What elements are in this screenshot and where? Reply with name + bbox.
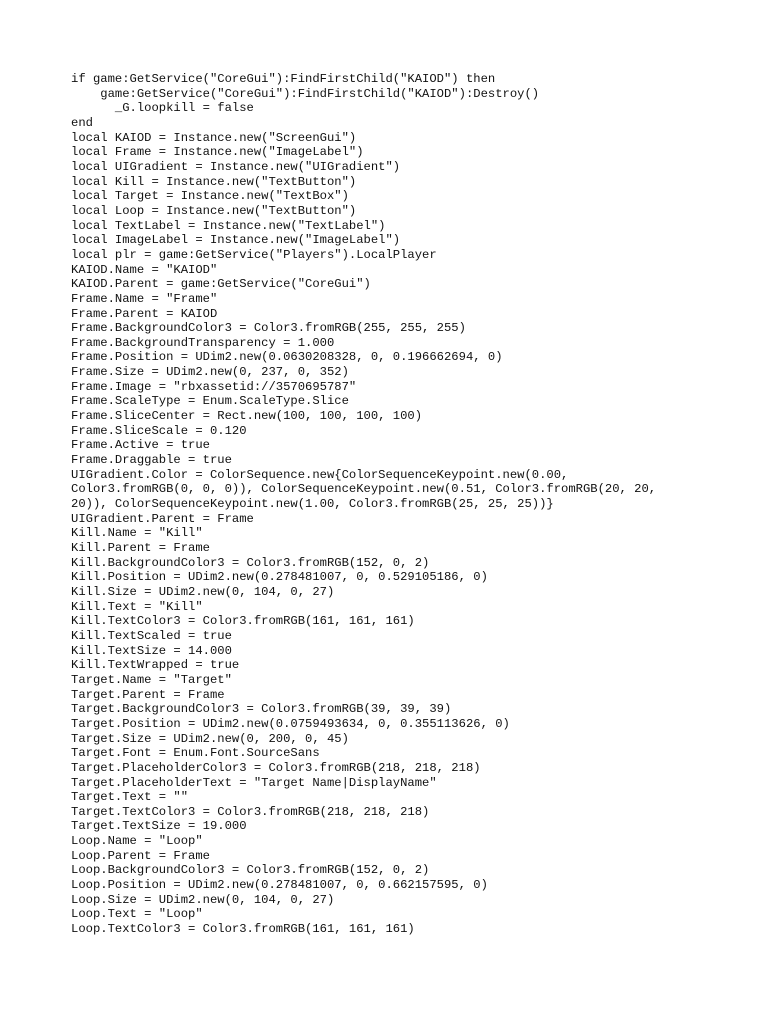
code-line: Target.Size = UDim2.new(0, 200, 0, 45) bbox=[71, 731, 349, 746]
code-line: local plr = game:GetService("Players").LocalPlayer bbox=[71, 247, 437, 262]
code-line: end bbox=[71, 115, 93, 130]
code-line: local Frame = Instance.new("ImageLabel") bbox=[71, 145, 364, 160]
code-line: Frame.ScaleType = Enum.ScaleType.Slice bbox=[71, 394, 349, 409]
code-line: Target.Position = UDim2.new(0.0759493634, 0, 0.355113626, 0) bbox=[71, 716, 510, 731]
code-line: local TextLabel = Instance.new("TextLabel") bbox=[71, 218, 386, 233]
code-line: Kill.TextScaled = true bbox=[71, 628, 232, 643]
code-line: Frame.Parent = KAIOD bbox=[71, 306, 218, 321]
code-line: KAIOD.Name = "KAIOD" bbox=[71, 262, 218, 277]
code-line: if game:GetService("CoreGui"):FindFirstChild("KAIOD") then bbox=[71, 72, 496, 86]
code-line: Target.Parent = Frame bbox=[71, 687, 225, 702]
code-line: Kill.Size = UDim2.new(0, 104, 0, 27) bbox=[71, 584, 335, 599]
code-line: Frame.Active = true bbox=[71, 438, 210, 453]
code-line: Loop.Text = "Loop" bbox=[71, 907, 203, 922]
code-line: Kill.TextSize = 14.000 bbox=[71, 643, 232, 658]
code-line: game:GetService("CoreGui"):FindFirstChild("KAIOD"):Destroy() bbox=[71, 86, 540, 101]
code-line: UIGradient.Color = ColorSequence.new{ColorSequenceKeypoint.new(0.00, bbox=[71, 467, 569, 482]
code-line: local Loop = Instance.new("TextButton") bbox=[71, 203, 357, 218]
code-line: Color3.fromRGB(0, 0, 0)), ColorSequenceKeypoint.new(0.51, Color3.fromRGB(20, 20, bbox=[71, 482, 657, 497]
code-line: local UIGradient = Instance.new("UIGradient") bbox=[71, 159, 401, 174]
code-line: Frame.Draggable = true bbox=[71, 453, 232, 468]
code-line: Loop.Name = "Loop" bbox=[71, 834, 203, 849]
code-line: Kill.BackgroundColor3 = Color3.fromRGB(152, 0, 2) bbox=[71, 555, 430, 570]
code-line: Kill.Text = "Kill" bbox=[71, 599, 203, 614]
code-line: _G.loopkill = false bbox=[71, 101, 254, 116]
code-line: local Kill = Instance.new("TextButton") bbox=[71, 174, 357, 189]
code-line: Target.PlaceholderColor3 = Color3.fromRGB(218, 218, 218) bbox=[71, 760, 481, 775]
code-block bbox=[71, 72, 656, 937]
code-line: Frame.Name = "Frame" bbox=[71, 291, 218, 306]
code-line: Kill.TextWrapped = true bbox=[71, 658, 240, 673]
code-line: Frame.SliceCenter = Rect.new(100, 100, 100, 100) bbox=[71, 409, 423, 424]
code-line: Target.Text = "" bbox=[71, 790, 189, 805]
code-line: Target.Font = Enum.Font.SourceSans bbox=[71, 746, 320, 761]
code-line: Frame.BackgroundColor3 = Color3.fromRGB(255, 255, 255) bbox=[71, 321, 466, 336]
code-line: Target.TextSize = 19.000 bbox=[71, 819, 247, 834]
code-line: 20)), ColorSequenceKeypoint.new(1.00, Color3.fromRGB(25, 25, 25))} bbox=[71, 497, 554, 512]
code-line: Loop.Position = UDim2.new(0.278481007, 0, 0.662157595, 0) bbox=[71, 878, 488, 893]
code-line: Frame.Image = "rbxassetid://3570695787" bbox=[71, 379, 357, 394]
code-line: Frame.SliceScale = 0.120 bbox=[71, 423, 247, 438]
code-line: UIGradient.Parent = Frame bbox=[71, 511, 254, 526]
code-line: KAIOD.Parent = game:GetService("CoreGui") bbox=[71, 277, 371, 292]
code-line: Target.Name = "Target" bbox=[71, 672, 232, 687]
code-line: Frame.Size = UDim2.new(0, 237, 0, 352) bbox=[71, 365, 349, 380]
code-line: Loop.Parent = Frame bbox=[71, 848, 210, 863]
code-line: Kill.Position = UDim2.new(0.278481007, 0, 0.529105186, 0) bbox=[71, 570, 488, 585]
code-line: local Target = Instance.new("TextBox") bbox=[71, 189, 349, 204]
code-line: Loop.TextColor3 = Color3.fromRGB(161, 161, 161) bbox=[71, 922, 415, 937]
code-line: Frame.Position = UDim2.new(0.0630208328, 0, 0.196662694, 0) bbox=[71, 350, 503, 365]
code-line: local ImageLabel = Instance.new("ImageLabel") bbox=[71, 233, 401, 248]
code-line: Loop.Size = UDim2.new(0, 104, 0, 27) bbox=[71, 892, 335, 907]
code-line: Frame.BackgroundTransparency = 1.000 bbox=[71, 335, 335, 350]
code-line: local KAIOD = Instance.new("ScreenGui") bbox=[71, 130, 357, 145]
code-line: Target.PlaceholderText = "Target Name|DisplayName" bbox=[71, 775, 437, 790]
code-line: Kill.Name = "Kill" bbox=[71, 526, 203, 541]
code-line: Kill.TextColor3 = Color3.fromRGB(161, 161, 161) bbox=[71, 614, 415, 629]
code-line: Loop.BackgroundColor3 = Color3.fromRGB(152, 0, 2) bbox=[71, 863, 430, 878]
code-line: Kill.Parent = Frame bbox=[71, 541, 210, 555]
code-line: Target.BackgroundColor3 = Color3.fromRGB(39, 39, 39) bbox=[71, 702, 452, 717]
code-line: Target.TextColor3 = Color3.fromRGB(218, 218, 218) bbox=[71, 804, 430, 819]
